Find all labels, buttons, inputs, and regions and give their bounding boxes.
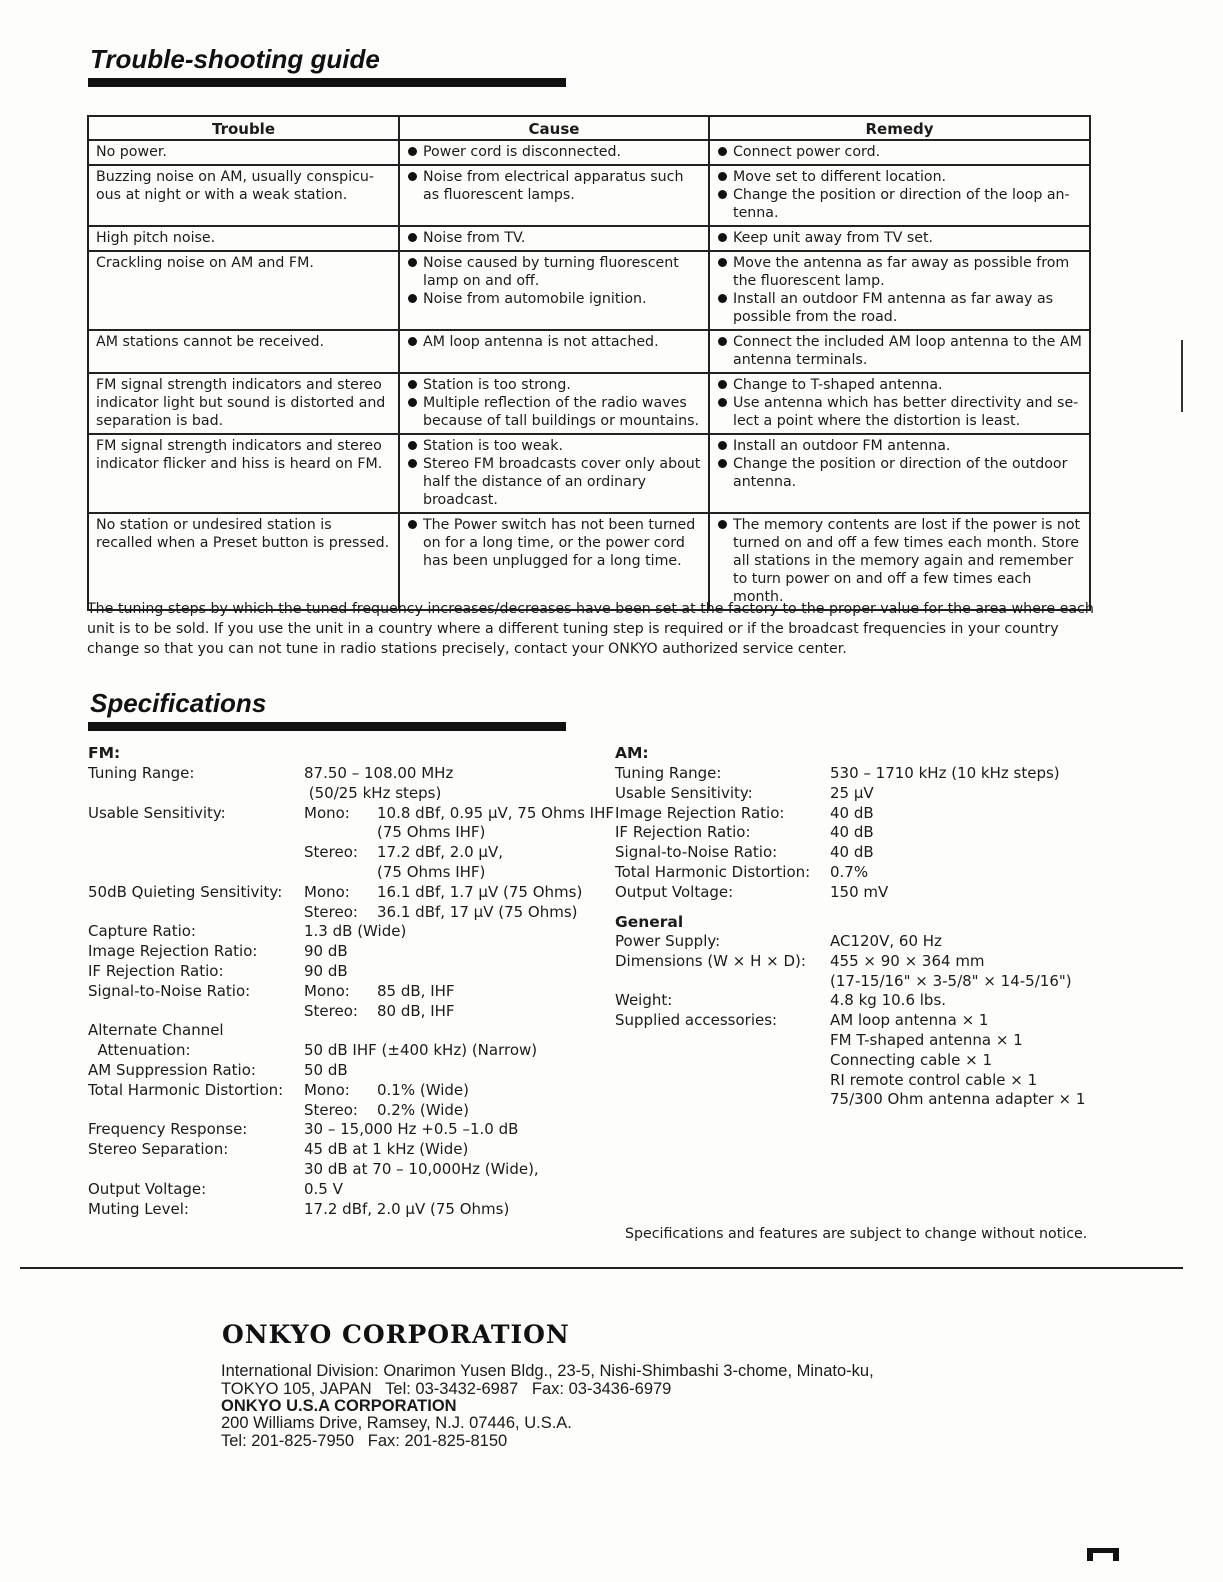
remedy-list	[717, 437, 1082, 491]
trouble-cell: AM stations cannot be received.	[88, 330, 399, 373]
address-line: 200 Williams Drive, Ramsey, N.J. 07446, U.S.A.	[221, 1414, 572, 1432]
cause-list	[407, 376, 701, 430]
remedy-item: Change to T-shaped antenna.	[717, 376, 1082, 394]
am-spec-value: 40 dB	[830, 823, 874, 842]
trouble-cell: FM signal strength indicators and stereo indicator light but sound is distorted and separation is bad.	[88, 373, 399, 434]
trouble-cell: FM signal strength indicators and stereo indicator flicker and hiss is heard on FM.	[88, 434, 399, 513]
general-spec-value: 455 × 90 × 364 mm	[830, 951, 985, 970]
remedy-cell	[709, 330, 1090, 373]
cause-cell	[399, 330, 709, 373]
remedy-item: Connect power cord.	[717, 143, 1082, 161]
remedy-list	[717, 229, 1082, 247]
general-spec-value: AM loop antenna × 1	[830, 1011, 989, 1030]
am-spec-value: 150 mV	[830, 882, 889, 901]
cause-item: Multiple reflection of the radio waves because of tall buildings or mountains.	[407, 394, 701, 430]
general-spec-label: Dimensions (W × H × D):	[615, 951, 806, 970]
cause-item: Noise from TV.	[407, 229, 701, 247]
fm-spec-value: 50 dB	[304, 1061, 348, 1079]
am-spec-value: 530 – 1710 kHz (10 kHz steps)	[830, 764, 1060, 782]
table-row	[88, 226, 1090, 251]
fm-spec-label: Output Voltage:	[88, 1179, 207, 1198]
cause-cell	[399, 434, 709, 513]
cause-list	[407, 437, 701, 509]
fm-spec-mode: Stereo:	[304, 1001, 358, 1020]
fm-spec-value: 1.3 dB (Wide)	[304, 922, 407, 941]
cause-item: Noise caused by turning fluorescent lamp on and off.	[407, 254, 701, 290]
fm-spec-mode: Mono:	[304, 803, 350, 822]
trouble-cell: High pitch noise.	[88, 226, 399, 251]
remedy-cell	[709, 513, 1090, 610]
fm-spec-label: 50dB Quieting Sensitivity:	[88, 882, 283, 901]
fm-spec-value: 36.1 dBf, 17 μV (75 Ohms)	[377, 902, 578, 921]
fm-spec-label: Frequency Response:	[88, 1120, 248, 1139]
specifications-title: Specifications	[90, 688, 267, 718]
fm-spec-mode: Mono:	[304, 882, 350, 901]
am-spec-label: Usable Sensitivity:	[615, 783, 753, 802]
fm-spec-label: Stereo Separation:	[88, 1140, 229, 1159]
table-row	[88, 330, 1090, 373]
cause-cell	[399, 140, 709, 165]
cause-item: Stereo FM broadcasts cover only about half the distance of an ordinary broadcast.	[407, 455, 701, 509]
title-underline-bar	[88, 722, 566, 731]
remedy-list	[717, 254, 1082, 326]
page-corner-mark	[1085, 1544, 1121, 1562]
cause-item: Power cord is disconnected.	[407, 143, 701, 161]
general-spec-value: 4.8 kg 10.6 lbs.	[830, 991, 947, 1010]
remedy-item: Move the antenna as far away as possible from the fluorescent lamp.	[717, 254, 1082, 290]
fm-spec-value: 50 dB IHF (±400 kHz) (Narrow)	[304, 1041, 538, 1060]
fm-spec-mode: Stereo:	[304, 1100, 358, 1119]
fm-spec-label: Alternate Channel	[88, 1021, 224, 1040]
general-spec-label: Supplied accessories:	[615, 1011, 778, 1030]
table-row	[88, 434, 1090, 513]
tuning-step-note: The tuning steps by which the tuned frequency increases/decreases have been set at the factory to the proper value for the area where each unit is to be sold. If you use the unit in a country where a different tuning step is required or if the broadcast frequencies in your country change so that you can not tune in radio stations precisely, contact your ONKYO authorized service center.	[87, 601, 1094, 657]
cause-list	[407, 143, 701, 161]
fm-spec-label: Attenuation:	[88, 1041, 191, 1060]
cause-list	[407, 168, 701, 204]
am-spec-label: Image Rejection Ratio:	[615, 803, 785, 822]
fm-spec-value: 17.2 dBf, 2.0 μV (75 Ohms)	[304, 1199, 510, 1218]
fm-spec-value: (75 Ohms IHF)	[377, 823, 486, 842]
fm-spec-label: IF Rejection Ratio:	[88, 962, 224, 980]
title-underline-bar	[88, 78, 566, 87]
fm-spec-value: 85 dB, IHF	[377, 981, 455, 1000]
cause-item: Noise from automobile ignition.	[407, 290, 701, 308]
remedy-item: Use antenna which has better directivity and se-lect a point where the distortion is least.	[717, 394, 1082, 430]
general-spec-value: Connecting cable × 1	[830, 1050, 992, 1069]
remedy-item: Connect the included AM loop antenna to the AM antenna terminals.	[717, 333, 1082, 369]
fm-spec-label: Usable Sensitivity:	[88, 803, 226, 822]
table-row	[88, 140, 1090, 165]
cause-cell	[399, 251, 709, 330]
fm-heading: FM:	[88, 744, 121, 762]
remedy-cell	[709, 434, 1090, 513]
cause-item: Station is too weak.	[407, 437, 701, 455]
general-spec-value: RI remote control cable × 1	[830, 1070, 1038, 1089]
trouble-cell: Crackling noise on AM and FM.	[88, 251, 399, 330]
fm-spec-label: Tuning Range:	[88, 764, 195, 782]
cause-cell	[399, 513, 709, 610]
fm-spec-label: AM Suppression Ratio:	[88, 1061, 256, 1079]
fm-spec-value: 0.2% (Wide)	[377, 1100, 469, 1119]
am-spec-label: Output Voltage:	[615, 882, 734, 901]
remedy-cell	[709, 226, 1090, 251]
am-spec-label: Signal-to-Noise Ratio:	[615, 843, 778, 862]
remedy-item: Change the position or direction of the outdoor antenna.	[717, 455, 1082, 491]
remedy-item: Install an outdoor FM antenna as far away as possible from the road.	[717, 290, 1082, 326]
cause-cell	[399, 165, 709, 226]
fm-spec-label: Total Harmonic Distortion:	[88, 1080, 284, 1099]
am-heading: AM:	[615, 744, 649, 762]
remedy-item: Install an outdoor FM antenna.	[717, 437, 1082, 455]
fm-spec-label: Image Rejection Ratio:	[88, 942, 258, 961]
cause-list	[407, 229, 701, 247]
general-spec-value: 75/300 Ohm antenna adapter × 1	[830, 1090, 1086, 1109]
fm-spec-value: 90 dB	[304, 962, 348, 980]
remedy-item: Keep unit away from TV set.	[717, 229, 1082, 247]
general-spec-value: (17-15/16" × 3-5/8" × 14-5/16")	[830, 971, 1072, 990]
cause-list	[407, 516, 701, 570]
header-trouble: Trouble	[88, 116, 399, 140]
fm-spec-mode: Stereo:	[304, 843, 358, 862]
general-spec-label: Weight:	[615, 991, 673, 1010]
remedy-list	[717, 333, 1082, 369]
fm-spec-label: Muting Level:	[88, 1199, 189, 1218]
fm-spec-value: 17.2 dBf, 2.0 μV,	[377, 843, 503, 862]
troubleshooting-title: Trouble-shooting guide	[90, 44, 380, 74]
fm-spec-mode: Mono:	[304, 1080, 350, 1099]
fm-spec-value: 10.8 dBf, 0.95 μV, 75 Ohms IHF	[377, 803, 614, 822]
fm-spec-value: 30 dB at 70 – 10,000Hz (Wide),	[304, 1160, 539, 1178]
remedy-item: Move set to different location.	[717, 168, 1082, 186]
cause-list	[407, 254, 701, 308]
remedy-cell	[709, 165, 1090, 226]
fm-spec-label: Signal-to-Noise Ratio:	[88, 981, 251, 1000]
fm-spec-value: 16.1 dBf, 1.7 μV (75 Ohms)	[377, 882, 583, 901]
remedy-list	[717, 168, 1082, 222]
address-line: Tel: 201-825-7950 Fax: 201-825-8150	[221, 1432, 508, 1450]
table-row	[88, 513, 1090, 610]
fm-spec-value: 0.5 V	[304, 1179, 343, 1198]
address-line: TOKYO 105, JAPAN Tel: 03-3432-6987 Fax: 03-3436-6979	[221, 1380, 672, 1398]
remedy-item: The memory contents are lost if the power is not turned on and off a few times each month. Store all stations in the memory again and remember to turn power on and off a few times each month.	[717, 516, 1082, 606]
fm-spec-value: (75 Ohms IHF)	[377, 863, 486, 881]
troubleshooting-table-body	[88, 140, 1090, 610]
general-spec-value: FM T-shaped antenna × 1	[830, 1031, 1023, 1049]
am-spec-value: 40 dB	[830, 843, 874, 862]
am-spec-value: 25 μV	[830, 783, 874, 802]
general-spec-value: AC120V, 60 Hz	[830, 932, 942, 950]
margin-mark	[1181, 340, 1183, 412]
am-spec-value: 0.7%	[830, 863, 869, 881]
cause-item: The Power switch has not been turned on for a long time, or the power cord has been unplugged for a long time.	[407, 516, 701, 570]
general-spec-label: Power Supply:	[615, 932, 721, 950]
corporation-name: ONKYO CORPORATION	[222, 1320, 570, 1349]
remedy-cell	[709, 373, 1090, 434]
spec-change-notice: Specifications and features are subject to change without notice.	[625, 1226, 1088, 1242]
cause-cell	[399, 373, 709, 434]
footer-divider	[20, 1267, 1183, 1269]
trouble-cell: Buzzing noise on AM, usually conspicu-ous at night or with a weak station.	[88, 165, 399, 226]
cause-item: Station is too strong.	[407, 376, 701, 394]
table-header-row	[88, 116, 1090, 140]
fm-spec-label: Capture Ratio:	[88, 922, 196, 941]
am-spec-value: 40 dB	[830, 803, 874, 822]
remedy-list	[717, 143, 1082, 161]
fm-spec-mode: Mono:	[304, 981, 350, 1000]
am-spec-label: Total Harmonic Distortion:	[615, 863, 811, 881]
remedy-item: Change the position or direction of the loop an-tenna.	[717, 186, 1082, 222]
table-row	[88, 373, 1090, 434]
cause-list	[407, 333, 701, 351]
cause-item: AM loop antenna is not attached.	[407, 333, 701, 351]
cause-cell	[399, 226, 709, 251]
fm-spec-value: 45 dB at 1 kHz (Wide)	[304, 1140, 469, 1159]
usa-corporation-name: ONKYO U.S.A CORPORATION	[221, 1397, 457, 1415]
general-heading: General	[615, 913, 684, 931]
remedy-cell	[709, 140, 1090, 165]
fm-spec-value: 0.1% (Wide)	[377, 1080, 469, 1099]
table-row	[88, 251, 1090, 330]
fm-spec-value: 87.50 – 108.00 MHz	[304, 764, 454, 782]
header-remedy: Remedy	[709, 116, 1090, 140]
fm-spec-value: (50/25 kHz steps)	[304, 783, 442, 802]
header-cause: Cause	[399, 116, 709, 140]
am-spec-label: IF Rejection Ratio:	[615, 823, 751, 842]
trouble-cell: No power.	[88, 140, 399, 165]
fm-spec-mode: Stereo:	[304, 902, 358, 921]
fm-spec-value: 30 – 15,000 Hz +0.5 –1.0 dB	[304, 1120, 519, 1139]
remedy-list	[717, 516, 1082, 606]
remedy-cell	[709, 251, 1090, 330]
fm-spec-value: 90 dB	[304, 942, 348, 961]
troubleshooting-table	[87, 115, 1091, 611]
cause-item: Noise from electrical apparatus such as fluorescent lamps.	[407, 168, 701, 204]
am-spec-label: Tuning Range:	[615, 764, 722, 782]
trouble-cell: No station or undesired station is recalled when a Preset button is pressed.	[88, 513, 399, 610]
table-row	[88, 165, 1090, 226]
remedy-list	[717, 376, 1082, 430]
fm-spec-value: 80 dB, IHF	[377, 1001, 455, 1020]
address-line: International Division: Onarimon Yusen Bldg., 23-5, Nishi-Shimbashi 3-chome, Minato-ku,	[221, 1362, 874, 1380]
